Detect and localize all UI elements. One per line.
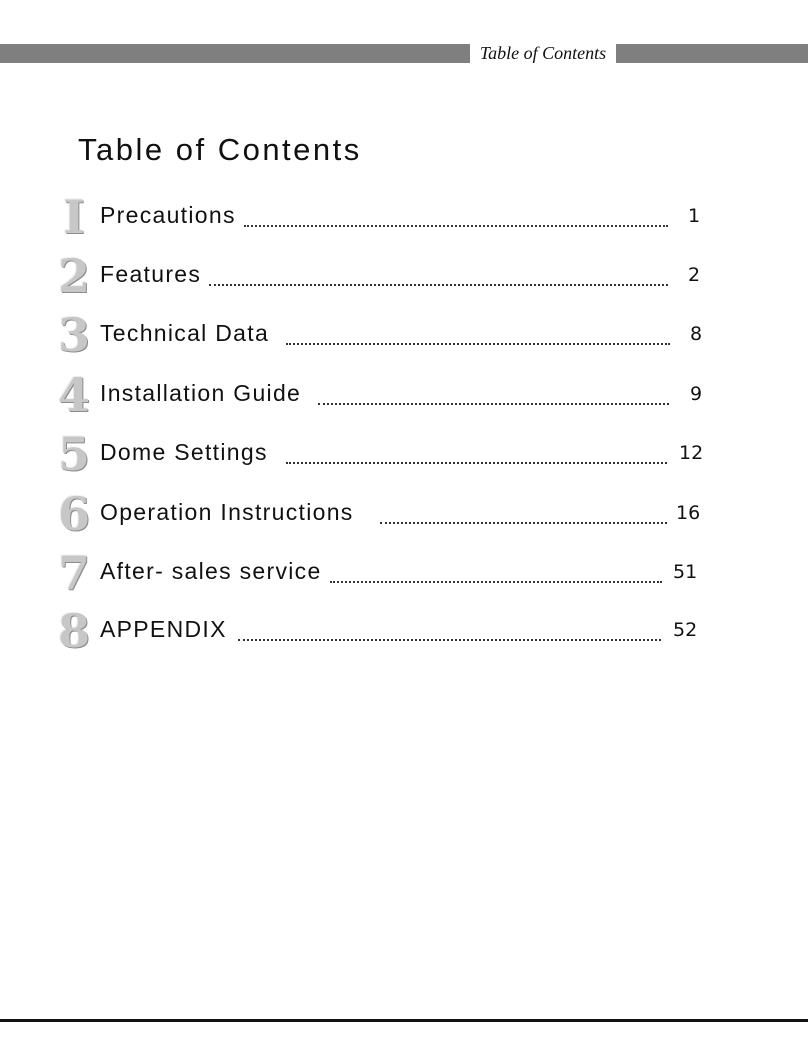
toc-entry-label[interactable]: Technical Data [100, 319, 275, 347]
chapter-number-icon: 6 [57, 487, 90, 541]
toc-page-number: 2 [688, 264, 701, 286]
toc-entry-features[interactable] [54, 249, 714, 303]
chapter-number-icon: 4 [57, 368, 90, 422]
chapter-number-icon: I [63, 190, 85, 244]
footer-rule [0, 1019, 808, 1022]
toc-entry-label[interactable]: Dome Settings [100, 438, 274, 466]
toc-page-number: 8 [690, 323, 703, 345]
toc-page-number: 9 [690, 383, 703, 405]
toc-entry-label[interactable]: APPENDIX [100, 615, 233, 643]
running-header-title: Table of Contents [470, 42, 616, 64]
toc-page-number: 52 [673, 619, 698, 641]
toc-entry-label[interactable]: Operation Instructions [100, 498, 360, 526]
dot-leader [209, 264, 668, 286]
dot-leader [380, 502, 667, 524]
dot-leader [244, 205, 668, 227]
chapter-number-icon: 2 [57, 249, 90, 303]
chapter-number-icon: 3 [57, 308, 90, 362]
toc-entry-after-sales-service[interactable] [54, 546, 714, 600]
dot-leader [238, 619, 661, 641]
chapter-number-icon: 8 [57, 604, 90, 658]
toc-entry-operation-instructions[interactable] [54, 487, 714, 541]
dot-leader [318, 383, 669, 405]
toc-page-number: 51 [673, 561, 698, 583]
dot-leader [286, 442, 667, 464]
page-title: Table of Contents [78, 132, 362, 167]
toc-entry-precautions[interactable] [54, 190, 714, 244]
toc-entry-dome-settings[interactable] [54, 427, 714, 481]
toc-entry-appendix[interactable] [54, 604, 714, 658]
chapter-number-icon: 7 [57, 546, 90, 600]
dot-leader [330, 561, 662, 583]
chapter-number-icon: 5 [57, 427, 90, 481]
toc-page-number: 1 [688, 205, 701, 227]
toc-entry-label[interactable]: Features [100, 260, 207, 288]
dot-leader [286, 323, 670, 345]
toc-entry-technical-data[interactable] [54, 308, 714, 362]
toc-entry-installation-guide[interactable] [54, 368, 714, 422]
toc-entry-label[interactable]: Installation Guide [100, 379, 307, 407]
toc-entry-label[interactable]: Precautions [100, 201, 242, 229]
toc-page-number: 16 [676, 502, 701, 524]
toc-page-number: 12 [679, 442, 704, 464]
toc-entry-label[interactable]: After- sales service [100, 557, 328, 585]
